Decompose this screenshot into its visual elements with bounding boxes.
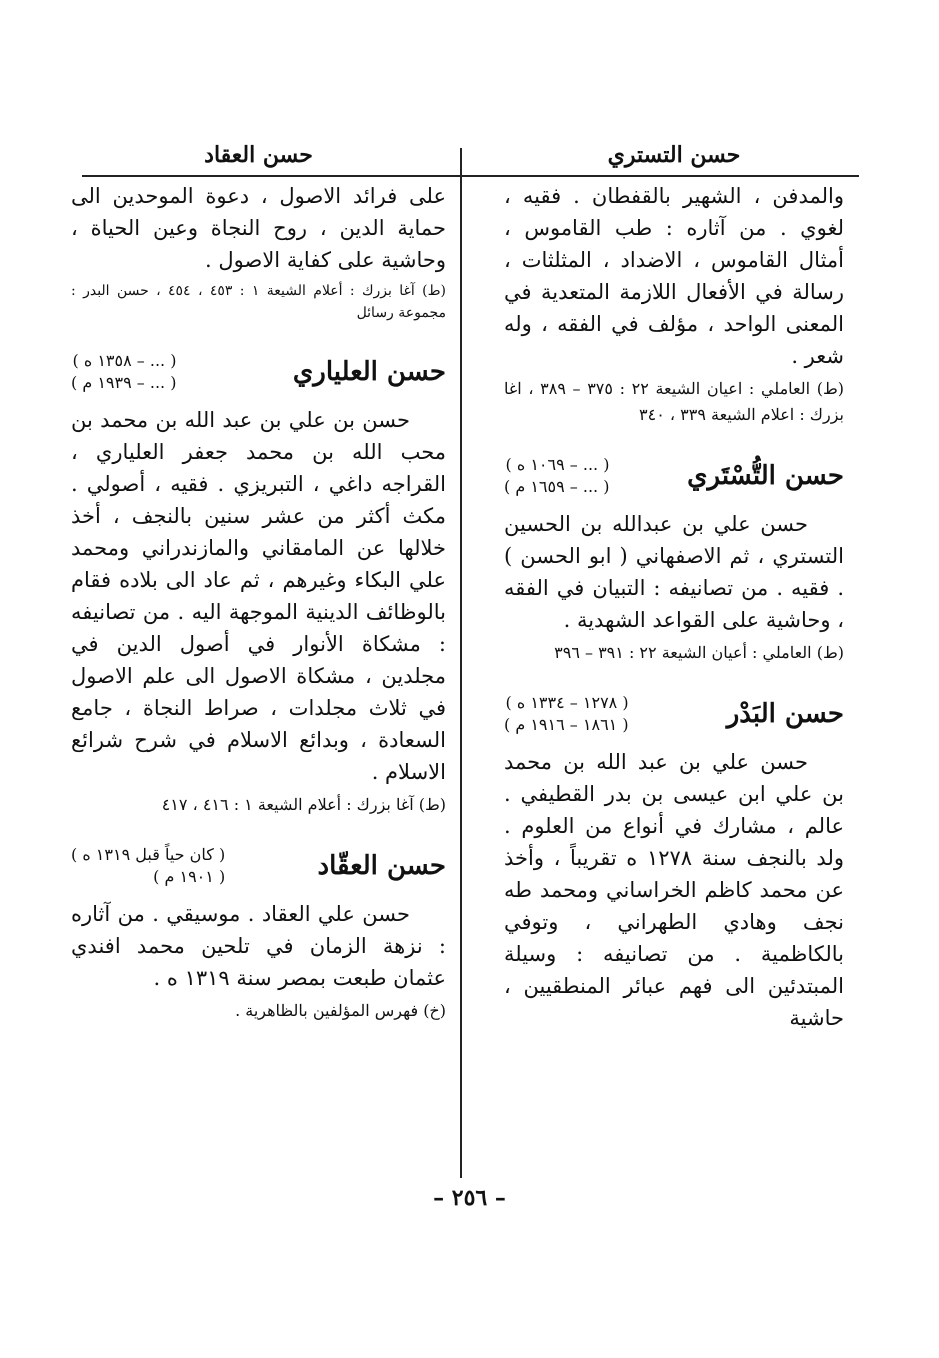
running-header-right: حسن التستري (607, 142, 741, 168)
dates-hijri: ( ... – ١٠٦٩ ه ) (505, 455, 610, 474)
entry-dates (71, 350, 176, 394)
entry-reference: (خ) فهرس المؤلفين بالظاهرية . (235, 1001, 446, 1020)
entry-dates (71, 844, 225, 888)
running-header-left: حسن العقاد (204, 142, 313, 168)
entry-reference: (ط) آغا بزرك : أعلام الشيعة ١ : ٤١٦ ، ٤١٧ (161, 795, 446, 814)
entry-heading (504, 454, 844, 498)
entry-heading (504, 692, 844, 736)
entry-reference: (ط) العاملي : أعيان الشيعة ٢٢ : ٣٩١ – ٣٩٦ (554, 643, 844, 662)
entry-text: حسن بن علي بن عبد الله بن محمد بن محب الله بن محمد جعفر العلياري ، القراجه داغي ، التبريزي . فقيه ، أصولي . مكث أكثر من عشر سنين بالنجف ، أخذ خلالها عن المامقاني والمازندراني ومحمد علي البكاء وغيرهم ، ثم عاد الى بلاده فقام بالوظائف الدينية الموجهة اليه . من تصانيفه : مشكاة الأنوار في أصول الدين في مجلدين ، مشكاة الاصول الى علم الاصول في ثلاث مجلدات ، صراط النجاة ، جامع السعادة ، وبدائع الاسلام في شرح شرائع الاسلام . (71, 408, 446, 784)
dates-gregorian: ( ١٩٠١ م ) (153, 867, 226, 886)
left-column (71, 140, 446, 1024)
entry-name: حسن العقّاد (317, 851, 446, 881)
page-number: – ٢٥٦ – (433, 1185, 506, 1211)
entry-name: حسن العلياري (292, 357, 446, 387)
entry-text: حسن علي بن عبد الله بن محمد بن علي ابن عيسى بن بدر القطيفي . عالم ، مشارك في أنواع من العلوم . ولد بالنجف سنة ١٢٧٨ ه تقريباً ، وأخذ عن محمد كاظم الخراساني ومحمد طه نجف وهادي الطهراني ، وتوفي بالكاظمية . من تصانيفه : وسيلة المبتدئين الى فهم عبائر المنطقيين ، حاشية (504, 750, 844, 1030)
entry-dates (504, 454, 609, 498)
dates-gregorian: ( ... – ١٦٥٩ م ) (504, 477, 610, 496)
entry-text: حسن علي بن عبدالله بن الحسين التستري ، ثم الاصفهاني ( ابو الحسن ) . فقيه . من تصانيفه : التبيان في الفقه ، وحاشية على القواعد الشهدية . (504, 512, 844, 632)
dates-gregorian: ( ١٨٦١ – ١٩١٦ م ) (504, 715, 629, 734)
entry-heading (71, 350, 446, 394)
right-column (504, 140, 844, 1034)
entry-reference: (ط) آغا بزرك : أعلام الشيعة ١ : ٤٥٣ ، ٤٥٤ ، حسن البدر : مجموعة رسائل (71, 283, 447, 321)
entry-heading (71, 844, 446, 888)
entry-name: حسن البَدْر (726, 699, 844, 729)
dates-hijri: ( كان حياً قبل ١٣١٩ ه ) (71, 845, 226, 864)
entry-continuation-text: والمدفن ، الشهير بالقفطان . فقيه ، لغوي . من آثاره : طب القاموس ، أمثال القاموس ، الاضداد ، المثلثات ، رسالة في الأفعال اللازمة المتعدية في المعنى الواحد ، مؤلف في الفقه ، وله شعر . (504, 184, 844, 368)
column-divider (460, 148, 462, 1178)
entry-dates (504, 692, 629, 736)
entry-text: حسن علي العقاد . موسيقي . من آثاره : نزهة الزمان في تلحين محمد افندي عثمان طبعت بمصر سنة ١٣١٩ ه . (71, 902, 446, 990)
dates-hijri: ( ١٢٧٨ – ١٣٣٤ ه ) (505, 693, 629, 712)
dates-hijri: ( ... – ١٣٥٨ ه ) (72, 351, 177, 370)
entry-reference: (ط) العاملي : اعيان الشيعة ٢٢ : ٣٧٥ – ٣٨٩ ، اغا بزرك : اعلام الشيعة ٣٣٩ ، ٣٤٠ (504, 379, 844, 424)
dates-gregorian: ( ... – ١٩٣٩ م ) (71, 373, 177, 392)
entry-name: حسن التُّسْتَري (687, 461, 844, 491)
entry-continuation-text: على فرائد الاصول ، دعوة الموحدين الى حماية الدين ، روح النجاة وعين الحياة ، وحاشية على كفاية الاصول . (71, 184, 446, 272)
